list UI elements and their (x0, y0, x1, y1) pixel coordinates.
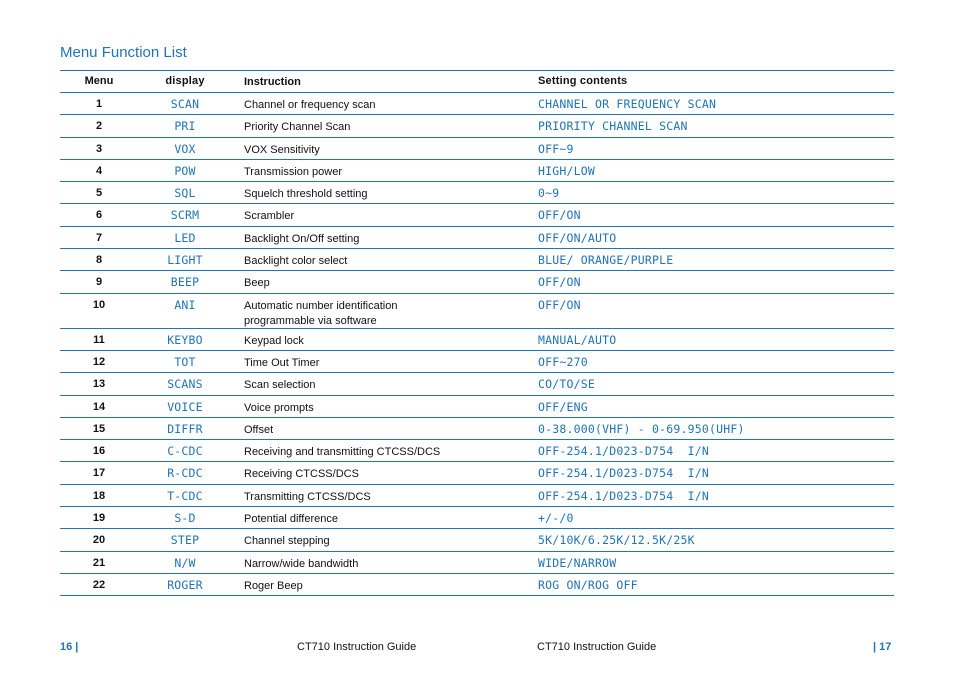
table-row (60, 485, 894, 507)
table-row (60, 93, 894, 115)
menu-number: 20 (92, 534, 106, 547)
menu-number: 6 (95, 209, 103, 222)
setting-contents: CHANNEL OR FREQUENCY SCAN (538, 97, 717, 111)
table-row (60, 271, 894, 293)
menu-number: 3 (95, 142, 103, 155)
setting-contents: WIDE/NARROW (538, 555, 617, 570)
table-row (60, 351, 894, 373)
display-code: SCANS (167, 377, 203, 392)
setting-contents: OFF/ON (538, 297, 581, 312)
display-code: T-CDC (167, 488, 203, 503)
table-row (60, 440, 894, 462)
display-code: ANI (174, 297, 196, 312)
display-code: DIFFR (167, 421, 203, 436)
display-code: LED (174, 230, 196, 245)
instruction-text: Narrow/wide bandwidth (244, 557, 359, 570)
setting-contents: MANUAL/AUTO (538, 332, 617, 347)
instruction-text (232, 294, 538, 329)
display-code: SQL (174, 186, 196, 201)
display-code: BEEP (170, 275, 200, 290)
table-row (60, 138, 894, 160)
table-row (60, 373, 894, 395)
setting-contents: 5K/10K/6.25K/12.5K/25K (538, 533, 695, 548)
instruction-text: VOX Sensitivity (244, 143, 320, 156)
table-row (60, 329, 894, 351)
setting-contents: OFF/ENG (538, 399, 588, 414)
setting-contents: CO/TO/SE (538, 377, 595, 392)
display-code: TOT (174, 354, 196, 369)
instruction-text: Receiving CTCSS/DCS (244, 468, 359, 481)
instruction-text: Potential difference (244, 513, 338, 526)
instruction-text: Roger Beep (244, 579, 303, 592)
instruction-text: Transmitting CTCSS/DCS (244, 490, 371, 503)
menu-number: 10 (92, 298, 106, 311)
menu-number: 13 (92, 378, 106, 391)
setting-contents: OFF-254.1/D023-D754 I/N (538, 488, 709, 503)
instruction-text: Backlight On/Off setting (244, 232, 360, 245)
header-display: display (165, 75, 205, 87)
menu-number: 5 (95, 187, 103, 200)
instruction-text: Channel stepping (244, 535, 330, 548)
display-code: PRI (174, 119, 196, 134)
left-footer-title: CT710 Instruction Guide (297, 641, 417, 653)
instruction-text: Transmission power (244, 165, 343, 178)
table-row (60, 462, 894, 484)
instruction-text: Squelch threshold setting (244, 188, 368, 201)
table-row (60, 294, 894, 329)
table-row (60, 574, 894, 596)
menu-number: 22 (92, 578, 106, 591)
display-code: SCRM (170, 208, 200, 223)
display-code: VOX (174, 141, 196, 156)
menu-function-table (60, 70, 894, 596)
table-row (60, 396, 894, 418)
setting-contents: OFF-254.1/D023-D754 I/N (538, 466, 709, 481)
table-row (60, 227, 894, 249)
menu-number: 2 (95, 120, 103, 133)
table-row (60, 529, 894, 551)
display-code: POW (174, 163, 196, 178)
display-code: R-CDC (167, 466, 203, 481)
instruction-text: Scan selection (244, 379, 316, 392)
menu-number: 18 (92, 489, 106, 502)
display-code: N/W (174, 555, 196, 570)
display-code: LIGHT (167, 253, 203, 268)
menu-number: 1 (95, 98, 103, 110)
display-code: C-CDC (167, 444, 203, 459)
table-row (60, 182, 894, 204)
setting-contents: HIGH/LOW (538, 163, 595, 178)
menu-number: 8 (95, 254, 103, 267)
setting-contents: OFF/ON (538, 208, 581, 223)
instruction-text: Channel or frequency scan (244, 99, 376, 111)
setting-contents: OFF/ON (538, 275, 581, 290)
menu-number: 21 (92, 556, 106, 569)
setting-contents: 0~9 (538, 186, 560, 201)
menu-number: 14 (92, 400, 106, 413)
setting-contents: OFF/ON/AUTO (538, 230, 617, 245)
setting-contents: 0-38.000(VHF) - 0-69.950(UHF) (538, 421, 745, 436)
page-title: Menu Function List (60, 44, 187, 61)
header-menu: Menu (84, 75, 114, 87)
display-code: VOICE (167, 399, 203, 414)
table-row (60, 552, 894, 574)
instruction-text: Scrambler (244, 210, 295, 223)
setting-contents: OFF~9 (538, 141, 574, 156)
display-code: ROGER (167, 577, 203, 592)
table-row (60, 418, 894, 440)
instruction-text: Beep (244, 277, 270, 290)
left-page-number: 16 | (60, 641, 79, 653)
menu-number: 12 (92, 355, 106, 368)
menu-number: 16 (92, 445, 106, 458)
instruction-text: Backlight color select (244, 255, 348, 268)
menu-number: 9 (95, 276, 103, 289)
setting-contents: OFF-254.1/D023-D754 I/N (538, 444, 709, 459)
header-setting: Setting contents (538, 75, 628, 87)
menu-number: 11 (93, 333, 105, 346)
instruction-text: Keypad lock (244, 334, 304, 347)
instruction-line: Automatic number identification (244, 299, 398, 312)
table-row (60, 507, 894, 529)
instruction-text: Receiving and transmitting CTCSS/DCS (244, 446, 441, 459)
table-row (60, 204, 894, 226)
menu-number: 19 (92, 512, 106, 525)
menu-number: 17 (92, 467, 106, 480)
instruction-text: Time Out Timer (244, 356, 320, 369)
menu-number: 15 (92, 422, 106, 435)
header-instruction: Instruction (244, 76, 301, 88)
display-code: STEP (170, 533, 200, 548)
instruction-line: programmable via software (244, 314, 377, 327)
table-header (60, 71, 894, 93)
setting-contents: BLUE/ ORANGE/PURPLE (538, 253, 674, 268)
menu-number: 4 (95, 164, 103, 177)
display-code: KEYBO (167, 332, 203, 347)
display-code: SCAN (170, 97, 200, 111)
setting-contents: OFF~270 (538, 354, 588, 369)
menu-number: 7 (95, 231, 103, 244)
right-page-number: | 17 (873, 641, 892, 653)
setting-contents: PRIORITY CHANNEL SCAN (538, 119, 688, 134)
instruction-text: Priority Channel Scan (244, 121, 351, 134)
setting-contents: +/-/0 (538, 511, 574, 526)
setting-contents: ROG ON/ROG OFF (538, 577, 638, 592)
instruction-text: Offset (244, 423, 274, 436)
instruction-text: Voice prompts (244, 401, 314, 414)
table-row (60, 160, 894, 182)
table-row (60, 115, 894, 137)
table-row (60, 249, 894, 271)
right-footer-title: CT710 Instruction Guide (537, 641, 657, 653)
display-code: S-D (174, 511, 196, 526)
